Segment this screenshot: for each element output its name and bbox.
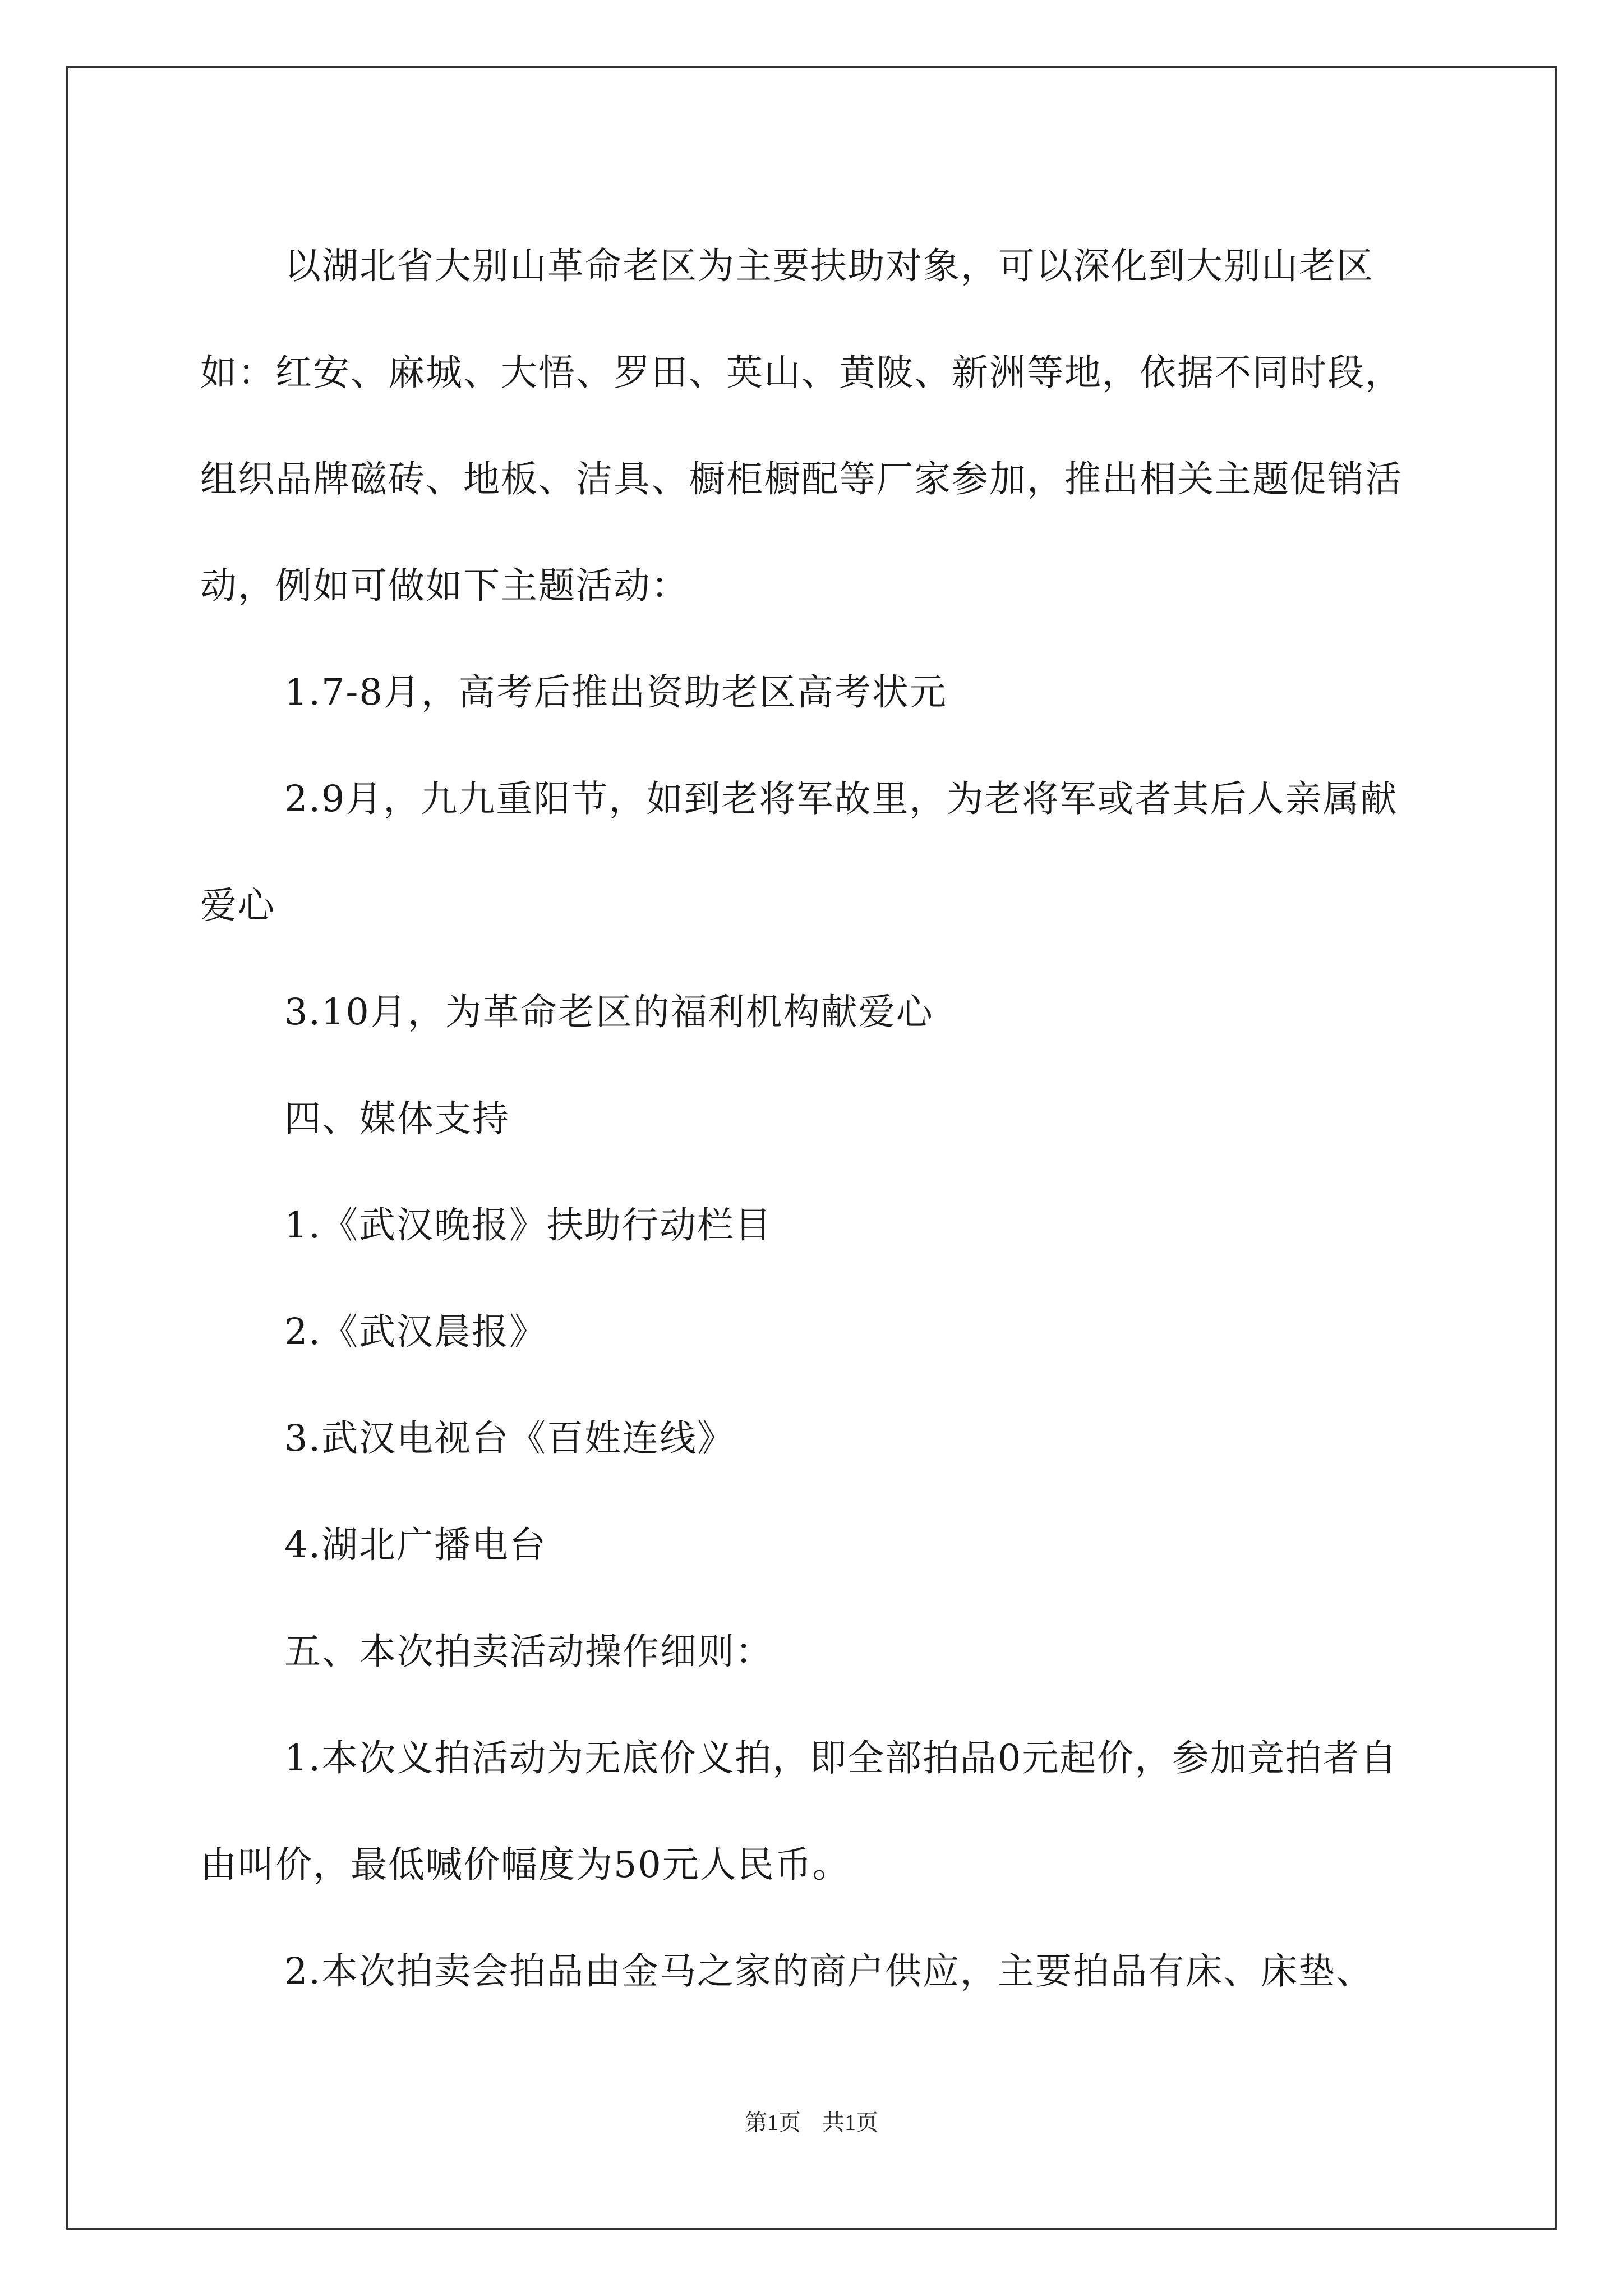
- rule-item-1: 1.本次义拍活动为无底价义拍，即全部拍品0元起价，参加竞拍者自由叫价，最低喊价幅度为50元人民币。: [200, 1737, 1398, 1886]
- paragraph-item-3: 3.10月，为革命老区的福利机构献爱心: [284, 991, 934, 1033]
- section-heading-media: 四、媒体支持: [284, 1098, 510, 1140]
- paragraph-item-2: 2.9月，九九重阳节，如到老将军故里，为老将军或者其后人亲属献爱心: [200, 778, 1398, 927]
- media-item-1: 1.《武汉晚报》扶助行动栏目: [284, 1204, 773, 1246]
- page-number: 第1页: [745, 2110, 801, 2135]
- page-footer: [0, 2105, 1623, 2137]
- section-heading-rules: 五、本次拍卖活动操作细则：: [284, 1631, 773, 1673]
- document-body: [200, 213, 1434, 2025]
- rule-item-2: 2.本次拍卖会拍品由金马之家的商户供应，主要拍品有床、床垫、: [284, 1950, 1374, 1993]
- media-item-3: 3.武汉电视台《百姓连线》: [284, 1418, 735, 1460]
- media-item-4: 4.湖北广播电台: [284, 1524, 547, 1566]
- page-total: 共1页: [822, 2110, 878, 2135]
- paragraph-intro: 以湖北省大别山革命老区为主要扶助对象，可以深化到大别山老区如：红安、麻城、大悟、罗田、英山、黄陂、新洲等地，依据不同时段，组织品牌磁砖、地板、洁具、橱柜橱配等厂家参加，推出相关主题促销活动，例如可做如下主题活动：: [200, 245, 1403, 607]
- media-item-2: 2.《武汉晨报》: [284, 1311, 547, 1353]
- paragraph-item-1: 1.7-8月，高考后推出资助老区高考状元: [284, 671, 947, 714]
